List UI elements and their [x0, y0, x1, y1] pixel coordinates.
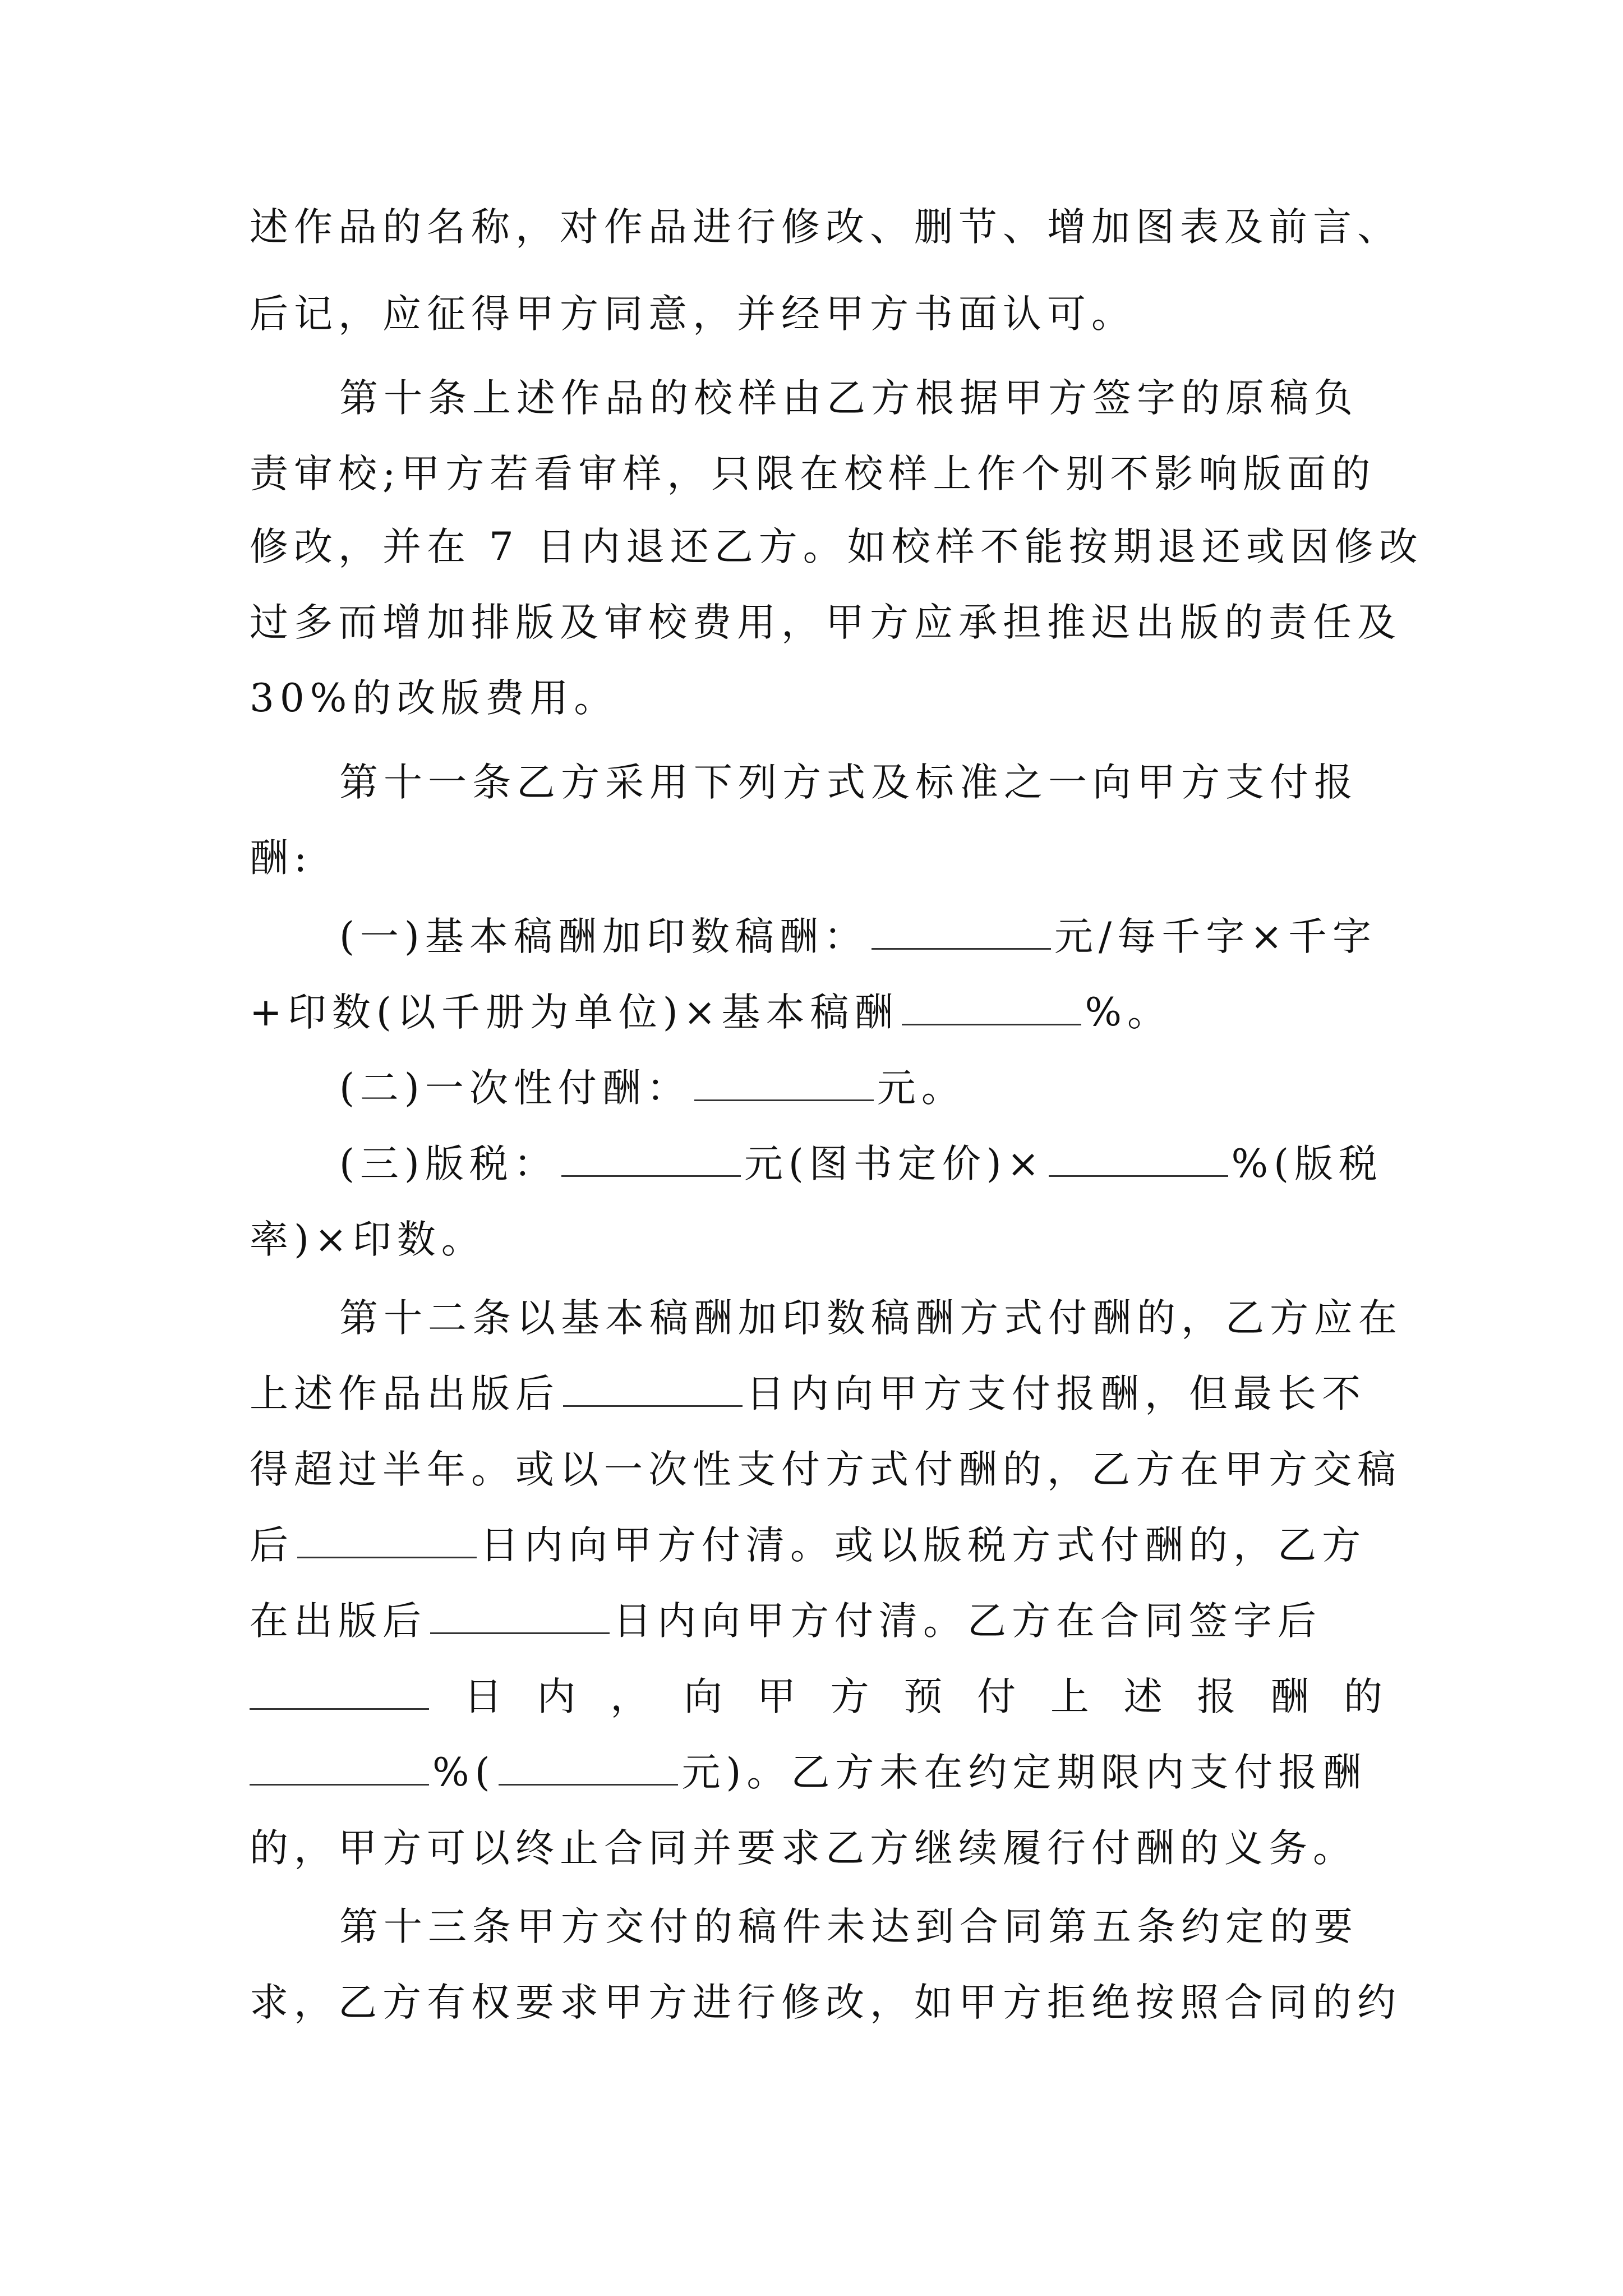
fill-in-blank: [902, 984, 1081, 1025]
text-segment: %(版税: [1231, 1142, 1383, 1186]
text-line: 后记，应征得甲方同意，并经甲方书面认可。: [250, 292, 1136, 337]
text-segment: (二)一次性付酬：: [339, 1066, 691, 1111]
text-char: ，: [610, 1674, 649, 1719]
text-char: 内: [537, 1674, 576, 1719]
article-10-heading-line: 第十条上述作品的校样由乙方根据甲方签字的原稿负: [339, 376, 1358, 421]
fill-in-blank: [250, 1669, 429, 1710]
text-char: 预: [903, 1674, 943, 1719]
text-line: 修改，并在 7 日内退还乙方。如校样不能按期退还或因修改: [250, 524, 1423, 569]
text-line: 30%的改版费用。: [250, 676, 619, 721]
text-char: 述: [1123, 1674, 1163, 1719]
text-char: 上: [1050, 1674, 1089, 1719]
payment-option-1-line: [339, 909, 1377, 965]
text-segment: 日内向甲方付清。或以版税方式付酬的，乙方: [480, 1523, 1366, 1568]
text-line: [250, 984, 1172, 1041]
fill-in-blank: [250, 1745, 429, 1786]
text-char: 向: [684, 1674, 723, 1719]
article-12-heading-line: 第十二条以基本稿酬加印数稿酬方式付酬的，乙方应在: [339, 1296, 1403, 1341]
text-line: [250, 1593, 1322, 1649]
text-line-justified: [250, 1669, 1382, 1725]
fill-in-blank: [430, 1593, 610, 1634]
text-line: 率)×印数。: [250, 1217, 486, 1262]
text-char: 报: [1197, 1674, 1236, 1719]
text-segment: +印数(以千册为单位)×基本稿酬: [250, 990, 899, 1035]
text-char: 付: [977, 1674, 1016, 1719]
article-13-heading-line: 第十三条甲方交付的稿件未达到合同第五条约定的要: [339, 1904, 1358, 1949]
fill-in-blank: [297, 1517, 477, 1558]
text-segment: %(: [432, 1750, 496, 1795]
text-segment: 后: [250, 1523, 294, 1568]
text-line: 求，乙方有权要求甲方进行修改，如甲方拒绝按照合同的约: [250, 1980, 1401, 2025]
fill-in-blank: [1049, 1136, 1228, 1177]
fill-in-blank: [563, 1366, 743, 1407]
text-segment: 元。: [877, 1066, 966, 1111]
text-char: 酬: [1270, 1674, 1310, 1719]
text-line: [250, 1745, 1367, 1801]
payment-option-2-line: [339, 1060, 966, 1116]
article-11-heading-line: 第十一条乙方采用下列方式及标准之一向甲方支付报: [339, 760, 1358, 805]
text-segment: (三)版税：: [339, 1142, 558, 1186]
text-char: 日: [463, 1674, 502, 1719]
text-char: 方: [830, 1674, 869, 1719]
text-segment: 日内向甲方支付报酬，但最长不: [746, 1372, 1366, 1416]
payment-option-3-line: [339, 1136, 1383, 1192]
text-char: 的: [1343, 1674, 1382, 1719]
text-segment: 元)。乙方未在约定期限内支付报酬: [681, 1750, 1367, 1795]
fill-in-blank: [561, 1136, 741, 1177]
text-line: 得超过半年。或以一次性支付方式付酬的，乙方在甲方交稿: [250, 1447, 1401, 1492]
fill-in-blank: [694, 1060, 874, 1101]
text-line: [250, 1366, 1366, 1422]
text-segment: (一)基本稿酬加印数稿酬：: [339, 914, 868, 959]
text-segment: 上述作品出版后: [250, 1372, 560, 1416]
text-segment: 元/每千字×千字: [1054, 914, 1377, 959]
text-line: 述作品的名称，对作品进行修改、删节、增加图表及前言、: [250, 205, 1401, 250]
text-char: 甲: [757, 1674, 796, 1719]
text-segment: 日内向甲方付清。乙方在合同签字后: [613, 1599, 1322, 1644]
text-line: 的，甲方可以终止合同并要求乙方继续履行付酬的义务。: [250, 1826, 1357, 1871]
text-line: 酬:: [250, 836, 313, 881]
text-line: 责审校;甲方若看审样，只限在校样上作个别不影响版面的: [250, 452, 1376, 496]
fill-in-blank: [872, 909, 1051, 950]
text-segment: %。: [1085, 990, 1172, 1035]
text-segment: 在出版后: [250, 1599, 427, 1644]
text-line: 过多而增加排版及审校费用，甲方应承担推迟出版的责任及: [250, 600, 1401, 645]
text-segment: 元(图书定价)×: [744, 1142, 1045, 1186]
fill-in-blank: [499, 1745, 678, 1786]
text-line: [250, 1517, 1366, 1573]
